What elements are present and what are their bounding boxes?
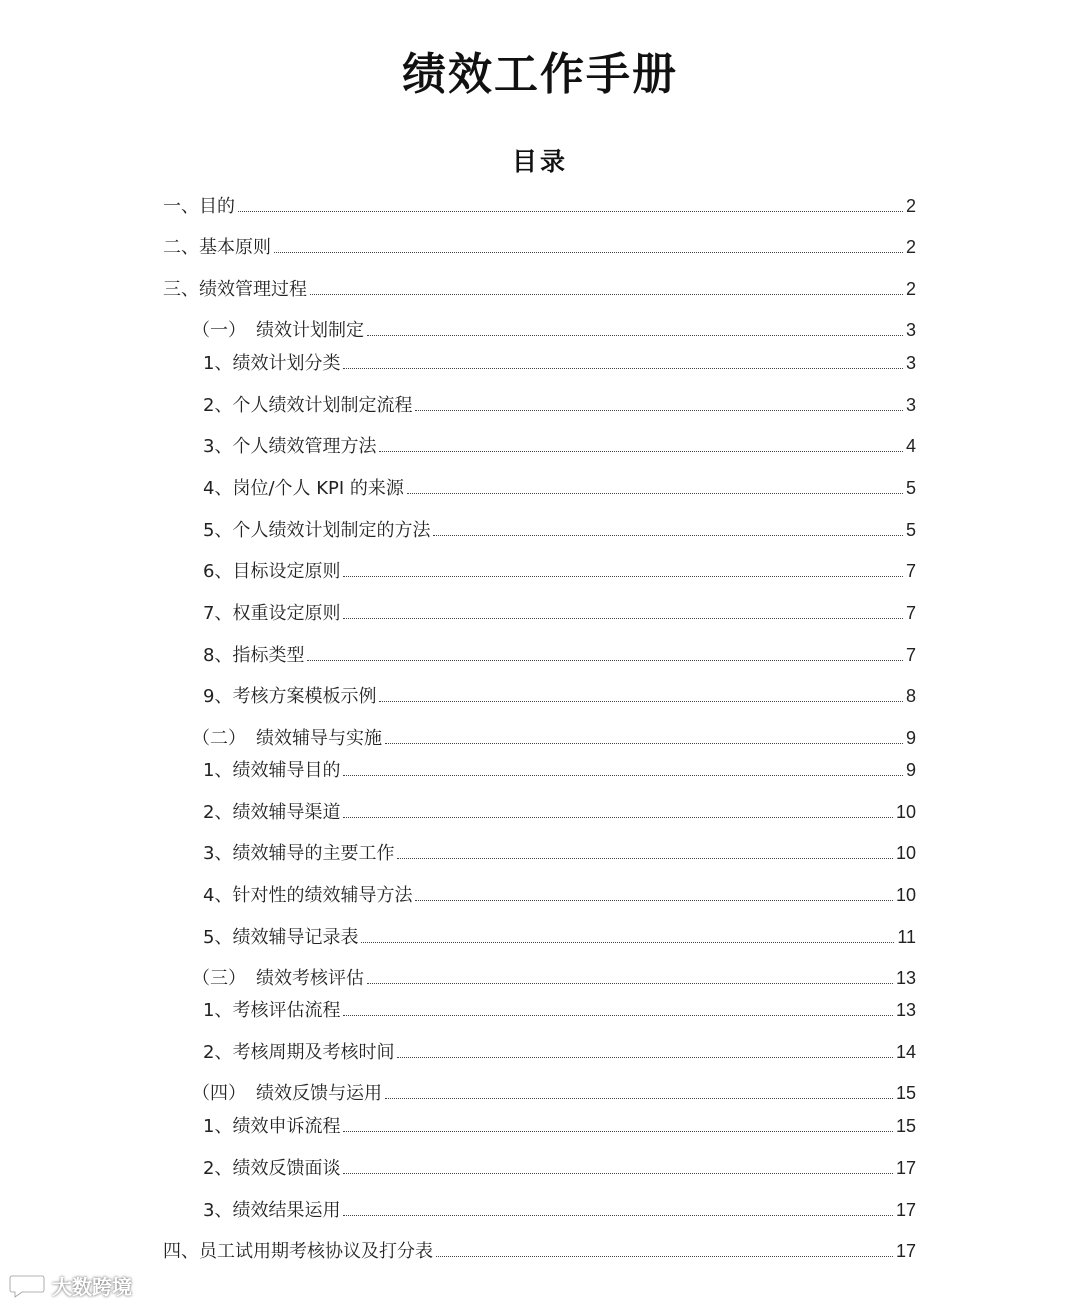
toc-page-number: 5 (905, 478, 916, 498)
toc-heading: 目录 (511, 147, 568, 176)
dot-leader (307, 660, 903, 661)
watermark-text: 大数跨境 (52, 1274, 132, 1299)
dot-leader (343, 1015, 893, 1016)
toc-entry-label: 9、考核方案模板示例 (203, 686, 377, 707)
toc-entry-label: 5、绩效辅导记录表 (203, 927, 359, 948)
toc-entry-label (192, 727, 382, 751)
toc-entry[interactable] (203, 351, 916, 375)
toc-entry-label: 3、绩效结果运用 (203, 1200, 341, 1221)
toc-entry[interactable] (203, 601, 916, 625)
toc-entry[interactable] (203, 434, 916, 458)
toc-entry[interactable] (163, 1239, 916, 1263)
toc-page-number: 11 (897, 927, 916, 947)
toc-page-number: 15 (895, 1083, 916, 1103)
toc-entry[interactable] (203, 559, 916, 583)
toc-entry-label (192, 967, 364, 991)
toc-entry-number: （一） (192, 320, 246, 341)
toc-entry-label: 4、针对性的绩效辅导方法 (203, 885, 413, 906)
dot-leader (379, 701, 903, 702)
toc-entry-label: 2、绩效辅导渠道 (203, 802, 341, 823)
watermark (8, 1270, 132, 1300)
toc-entry-text: 绩效计划制定 (256, 320, 364, 341)
toc-page-number: 9 (905, 728, 916, 748)
dot-leader (238, 211, 903, 212)
toc-entry-label: 2、个人绩效计划制定流程 (203, 395, 413, 416)
toc-entry[interactable] (203, 684, 916, 708)
dot-leader (343, 618, 903, 619)
toc-entry-label (192, 319, 364, 343)
toc-page-number: 10 (895, 802, 916, 822)
dot-leader (397, 1057, 893, 1058)
dot-leader (415, 410, 903, 411)
toc-entry[interactable] (203, 1040, 916, 1064)
toc-entry[interactable] (203, 758, 916, 782)
toc-page-number: 13 (895, 968, 916, 988)
dot-leader (343, 817, 893, 818)
toc-entry-label: 1、考核评估流程 (203, 1000, 341, 1021)
toc-page-number: 14 (895, 1042, 916, 1062)
toc-page-number: 13 (895, 1000, 916, 1020)
toc-page-number: 2 (905, 237, 916, 257)
toc-entry-number: （二） (192, 728, 246, 749)
dot-leader (343, 368, 903, 369)
toc-entry[interactable] (203, 476, 916, 500)
dot-leader (343, 1173, 893, 1174)
toc-page-number: 17 (895, 1200, 916, 1220)
toc-entry[interactable] (163, 235, 916, 259)
dot-leader (367, 335, 903, 336)
dot-leader (343, 775, 903, 776)
toc-entry[interactable] (203, 1114, 916, 1138)
toc-page-number: 17 (895, 1158, 916, 1178)
toc-entry-label: 2、考核周期及考核时间 (203, 1042, 395, 1063)
toc-entry-label: 5、个人绩效计划制定的方法 (203, 520, 431, 541)
dot-leader (397, 858, 893, 859)
toc-page-number: 7 (905, 603, 916, 623)
toc-entry[interactable] (203, 643, 916, 667)
dot-leader (367, 983, 893, 984)
toc-entry-label: 1、绩效辅导目的 (203, 760, 341, 781)
toc-page-number: 7 (905, 561, 916, 581)
toc-page-number: 15 (895, 1116, 916, 1136)
dot-leader (436, 1256, 893, 1257)
toc-entry-text: 绩效反馈与运用 (256, 1083, 382, 1104)
toc-entry-label: 1、绩效计划分类 (203, 353, 341, 374)
toc-entry[interactable] (203, 518, 916, 542)
toc-entry[interactable] (203, 998, 916, 1022)
toc-page-number: 3 (905, 353, 916, 373)
toc-page-number: 3 (905, 320, 916, 340)
toc-entry-label: 2、绩效反馈面谈 (203, 1158, 341, 1179)
dot-leader (343, 1131, 893, 1132)
document-title: 绩效工作手册 (402, 49, 678, 100)
toc-entry-label: 3、绩效辅导的主要工作 (203, 843, 395, 864)
toc-page-number: 4 (905, 436, 916, 456)
toc-page-number: 10 (895, 885, 916, 905)
toc-page-number: 9 (905, 760, 916, 780)
toc-entry-label: 7、权重设定原则 (203, 603, 341, 624)
toc-entry-number: （三） (192, 968, 246, 989)
toc-entry[interactable] (203, 800, 916, 824)
dot-leader (385, 743, 903, 744)
toc-entry[interactable] (203, 1198, 916, 1222)
dot-leader (274, 252, 903, 253)
dot-leader (379, 451, 903, 452)
toc-entry-label: 3、个人绩效管理方法 (203, 436, 377, 457)
toc-page-number: 7 (905, 645, 916, 665)
dot-leader (407, 493, 903, 494)
speech-bubble-icon (8, 1272, 46, 1298)
toc-entry[interactable] (192, 1081, 916, 1105)
dot-leader (343, 1215, 893, 1216)
dot-leader (385, 1098, 893, 1099)
toc-entry-label: 8、指标类型 (203, 645, 305, 666)
toc-entry-label: 4、岗位/个人 KPI 的来源 (203, 478, 404, 499)
toc-entry-text: 绩效辅导与实施 (256, 728, 382, 749)
toc-entry-label: 四、员工试用期考核协议及打分表 (163, 1241, 433, 1262)
toc-entry[interactable] (192, 726, 916, 750)
toc-page-number: 2 (905, 196, 916, 216)
toc-entry-label: 三、绩效管理过程 (163, 279, 307, 300)
dot-leader (433, 535, 903, 536)
dot-leader (343, 576, 903, 577)
toc-entry-text: 绩效考核评估 (256, 968, 364, 989)
toc-entry[interactable] (163, 194, 916, 218)
toc-entry-label (192, 1082, 382, 1106)
toc-entry-label: 1、绩效申诉流程 (203, 1116, 341, 1137)
dot-leader (415, 900, 893, 901)
toc-entry[interactable] (203, 925, 916, 949)
dot-leader (310, 294, 903, 295)
toc-page-number: 8 (905, 686, 916, 706)
toc-entry[interactable] (192, 318, 916, 342)
toc-entry-label: 6、目标设定原则 (203, 561, 341, 582)
toc-entry[interactable] (203, 883, 916, 907)
toc-page-number: 5 (905, 520, 916, 540)
toc-entry[interactable] (203, 393, 916, 417)
toc-entry[interactable] (203, 841, 916, 865)
toc-entry[interactable] (203, 1156, 916, 1180)
toc-page-number: 17 (895, 1241, 916, 1261)
toc-page-number: 10 (895, 843, 916, 863)
dot-leader (361, 942, 894, 943)
toc-entry-number: （四） (192, 1083, 246, 1104)
toc-page-number: 3 (905, 395, 916, 415)
toc-entry[interactable] (163, 277, 916, 301)
toc-entry-label: 一、目的 (163, 196, 235, 217)
toc-page-number: 2 (905, 279, 916, 299)
toc-entry[interactable] (192, 966, 916, 990)
toc-entry-label: 二、基本原则 (163, 237, 271, 258)
